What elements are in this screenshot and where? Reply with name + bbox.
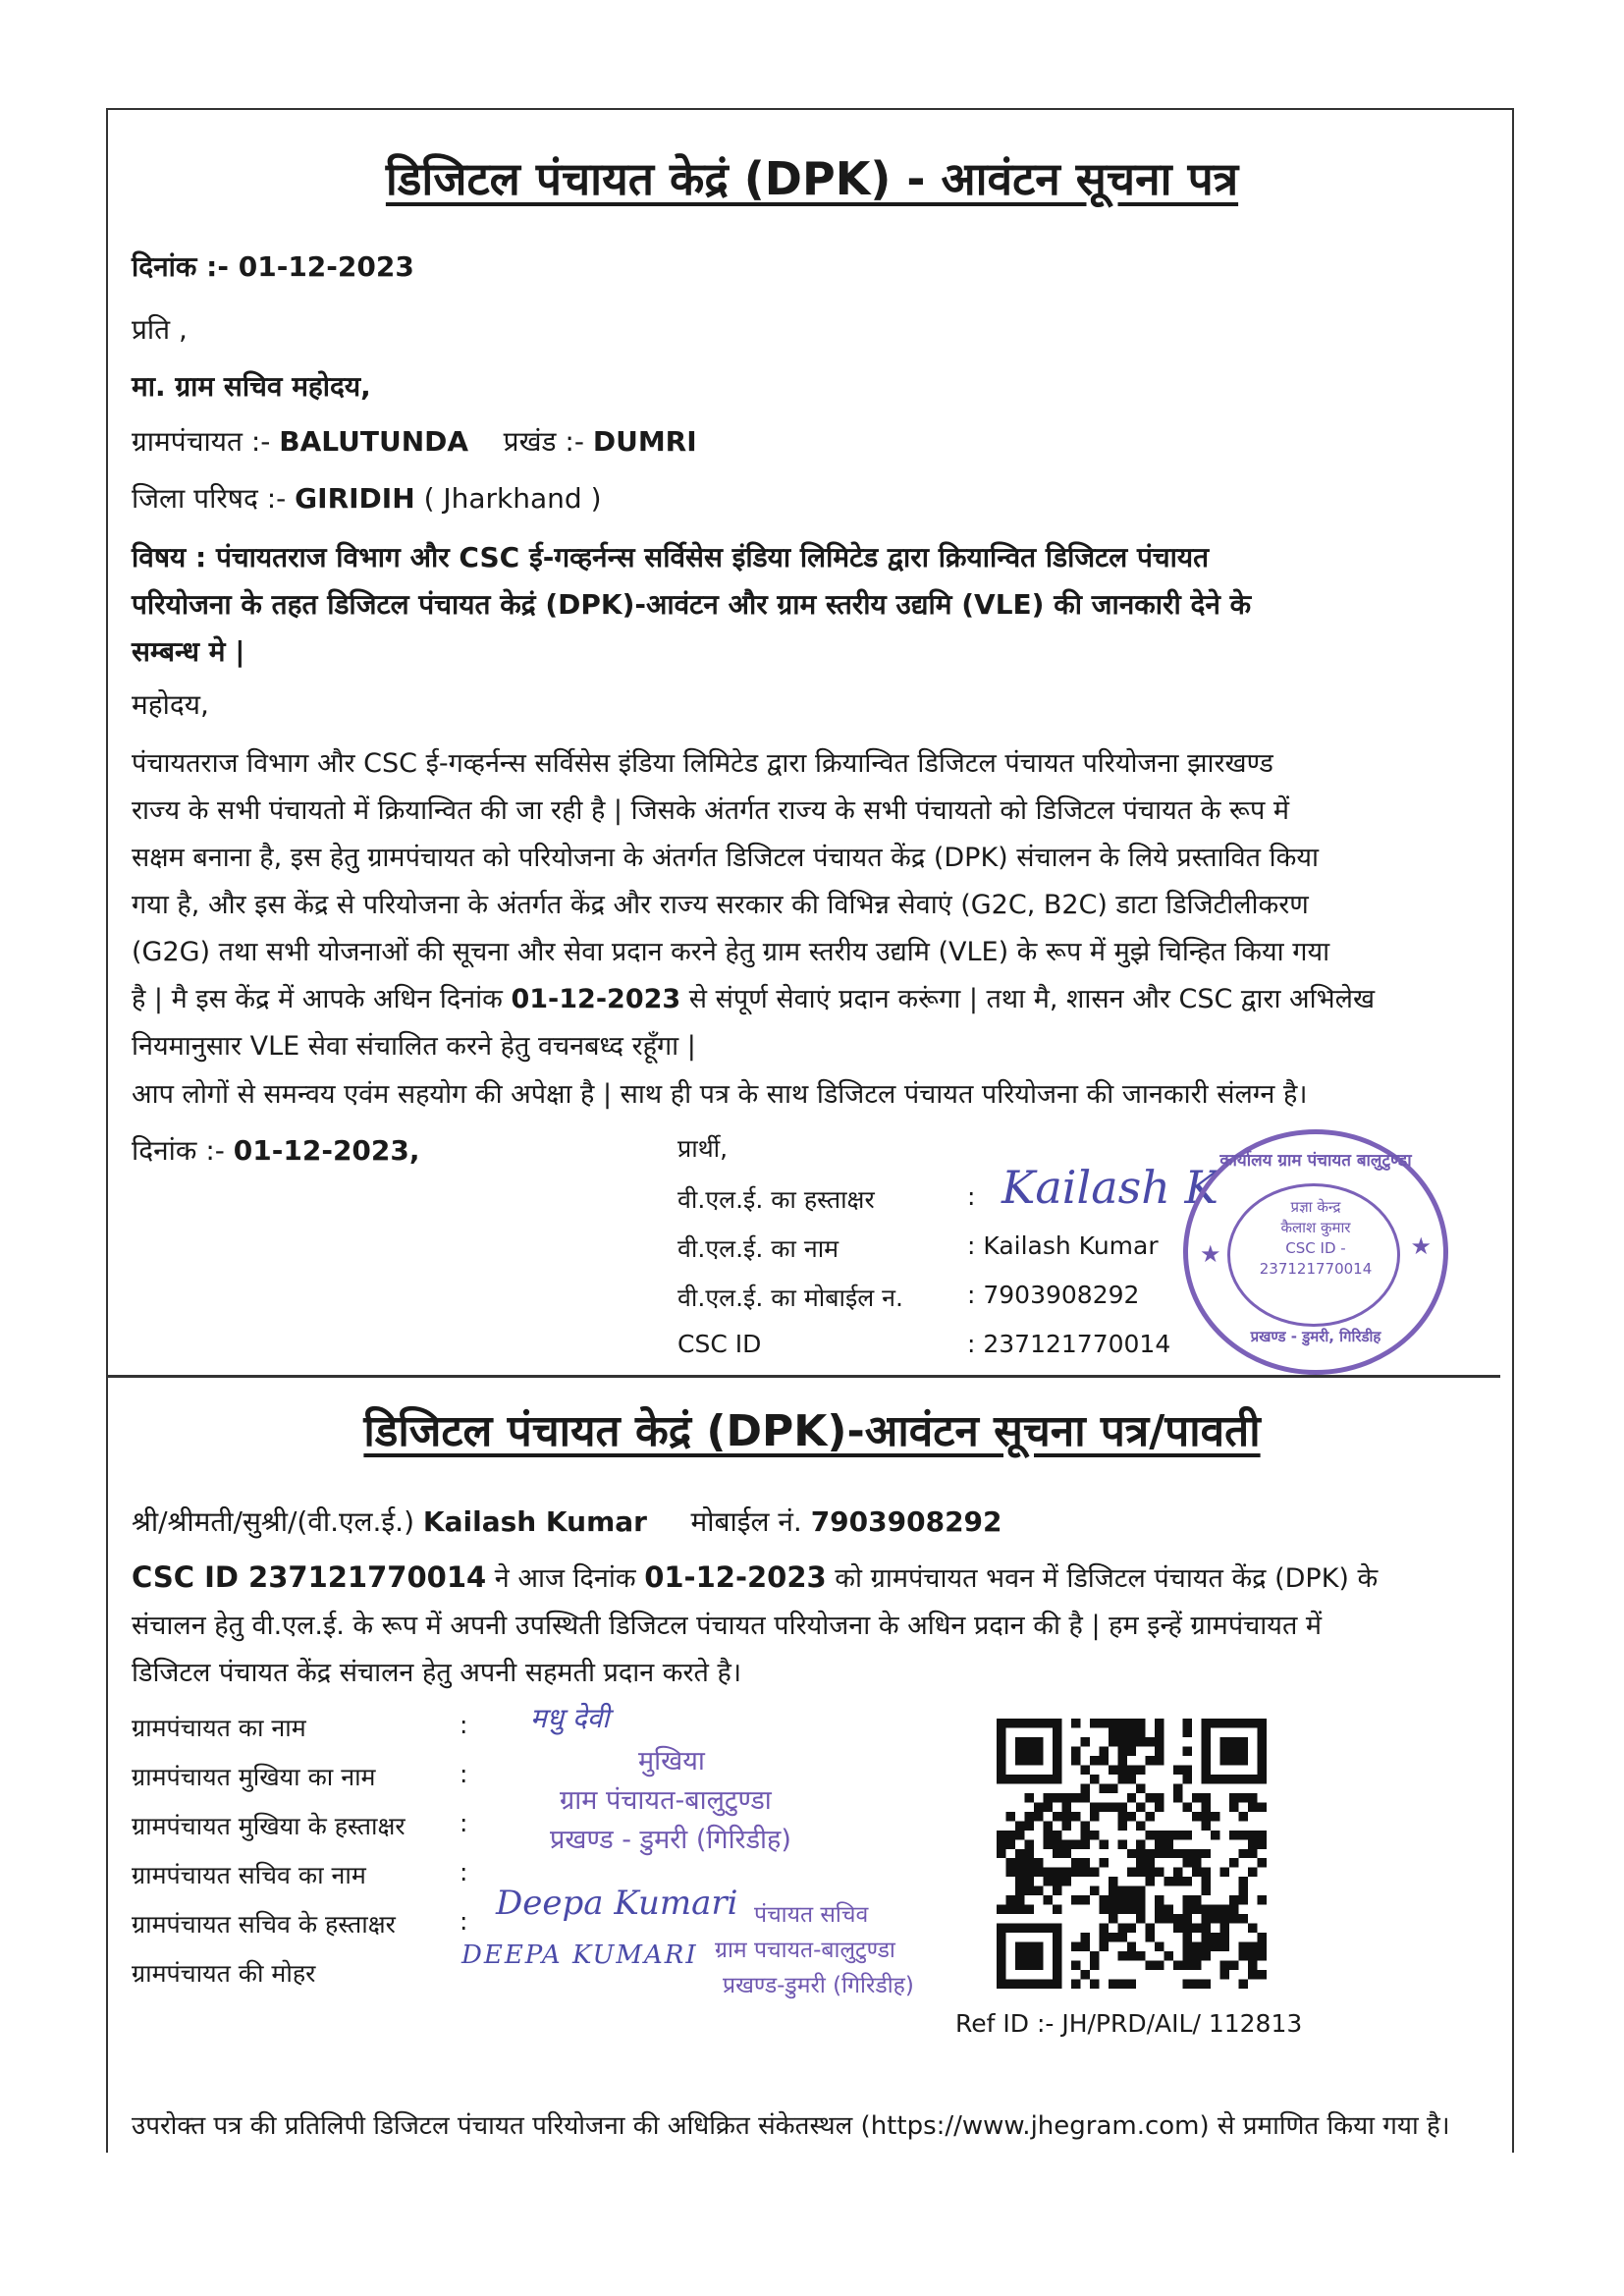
addressee: मा. ग्राम सचिव महोदय, [132,370,371,403]
stamp-text: पंचायत सचिव [754,1902,869,1928]
body-line: (G2G) तथा सभी योजनाओं की सूचना और सेवा प्रदान करने हेतु ग्राम स्तरीय उद्यमि (VLE) के रूप में मुझे चिन्हित किया गया [132,937,1330,967]
body-line: राज्य के सभी पंचायतो में क्रियान्वित की जा रही है | जिसके अंतर्गत राज्य के सभी पंचायतो को डिजिटल पंचायत के रूप में [132,795,1290,826]
stamp-text: प्रज्ञा केन्द्र [1290,1198,1341,1216]
field-colon: : [460,1858,468,1886]
field-gp-seal: ग्रामपंचायत की मोहर [132,1959,316,1988]
sign-date-value: 01-12-2023, [233,1134,420,1167]
body-text: से संपूर्ण सेवाएं प्रदान करूंगा | तथा मै, शासन और CSC द्वारा अभिलेख [688,984,1376,1014]
field-colon: : [460,1760,468,1788]
subject-line: विषय : पंचायतराज विभाग और CSC ई-गव्हर्नन्स सर्विसेस इंडिया लिमिटेड द्वारा क्रियान्वित डिजिटल पंचायत [132,541,1210,574]
vle-mobile-value: : 7903908292 [967,1281,1140,1309]
vle-name-label: वी.एल.ई. का नाम [677,1234,839,1263]
body-line: नियमानुसार VLE सेवा संचालित करने हेतु वचनबध्द रहूँगा | [132,1031,696,1062]
stamp-ring-bottom: प्रखण्ड - डुमरी, गिरिडीह [1250,1328,1381,1345]
block-value: DUMRI [592,425,697,458]
stamp-text: ग्राम पचायत-बालुटुण्डा [715,1938,895,1963]
field-mukhiya-sign: ग्रामपंचायत मुखिया के हस्ताक्षर [132,1812,406,1840]
stamp-text: प्रखण्ड - डुमरी (गिरिडीह) [550,1825,791,1855]
vle-mobile-label: वी.एल.ई. का मोबाईल न. [677,1284,904,1312]
vle-name-value: : Kailash Kumar [967,1231,1159,1260]
letter-title: डिजिटल पंचायत केद्रं (DPK) - आवंटन सूचना पत्र [385,152,1239,205]
receipt-text: ने आज दिनांक [494,1563,636,1594]
star-icon: ★ [1410,1232,1432,1260]
receipt-paragraph [132,1554,1487,1697]
vle-round-stamp [1183,1129,1448,1375]
subject [132,534,1487,676]
gp-value: BALUTUNDA [279,425,469,458]
field-mukhiya-name: ग्रामपंचायत मुखिया का नाम [132,1763,376,1791]
mobile-value: 7903908292 [810,1505,1002,1538]
section-divider [106,1375,1500,1378]
receipt-date: 01-12-2023 [644,1560,827,1594]
ref-id: Ref ID :- JH/PRD/AIL/ 112813 [955,2009,1303,2038]
gp-block-line [132,422,697,460]
stamp-text: ग्राम पंचायत-बालुटुण्डा [560,1785,772,1816]
csc-id-label: CSC ID [677,1330,762,1358]
stamp-text: CSC ID - [1285,1239,1346,1257]
block-label: प्रखंड :- [503,425,584,458]
prati: प्रति , [132,313,188,346]
closing-line: आप लोगों से समन्वय एवंम सहयोग की अपेक्षा है | साथ ही पत्र के साथ डिजिटल पंचायत परियोजना की जानकारी संलग्न है। [132,1079,1308,1110]
body-line: सक्षम बनाना है, इस हेतु ग्रामपंचायत को परियोजना के अंतर्गत डिजिटल पंचायत केंद्र (DPK) संचालन के लिये प्रस्तावित किया [132,843,1319,873]
district-label: जिला परिषद :- [132,482,287,515]
mukhiya-signature: मधु देवी [530,1702,610,1734]
gp-label: ग्रामपंचायत :- [132,425,271,458]
vle-sign-label: वी.एल.ई. का हस्ताक्षर [677,1185,875,1214]
body-paragraph [132,740,1487,1070]
receipt-name-line [132,1503,1002,1540]
qr-code-icon [997,1719,1267,1989]
receipt-csc-id: CSC ID 237121770014 [132,1560,487,1594]
star-icon: ★ [1200,1240,1221,1268]
field-gp-name: ग्रामपंचायत का नाम [132,1714,306,1742]
footer-note: उपरोक्त पत्र की प्रतिलिपी डिजिटल पंचायत परियोजना की अधिक्रित संकेतस्थल (https://www.jhegram.com) से प्रमाणित किया गया है। [132,2111,1450,2141]
stamp-text: मुखिया [638,1746,705,1777]
district-value: GIRIDIH [295,482,415,515]
stamp-text: प्रखण्ड-डुमरी (गिरिडीह) [723,1973,914,1998]
secretary-signature: Deepa Kumari [496,1884,738,1923]
mobile-label: मोबाईल नं. [690,1505,802,1538]
date-value: 01-12-2023 [238,250,414,283]
secretary-stamp [715,1897,914,2003]
field-secretary-sign: ग्रामपंचायत सचिव के हस्ताक्षर [132,1910,396,1939]
subject-line: परियोजना के तहत डिजिटल पंचायत केद्रं (DPK)-आवंटन और ग्राम स्तरीय उद्यमि (VLE) की जानकारी देने के [132,588,1252,621]
district-line [132,479,602,517]
field-secretary-name: ग्रामपंचायत सचिव का नाम [132,1861,366,1889]
vle-signature: Kailash K [1001,1161,1218,1214]
sign-date-line [132,1131,420,1169]
secretary-name-handwritten: DEEPA KUMARI [461,1941,698,1970]
sign-date-label: दिनांक :- [132,1134,225,1167]
date-line [132,247,414,285]
vle-name: Kailash Kumar [422,1505,647,1538]
body-text: है | मै इस केंद्र में आपके अधिन दिनांक [132,984,503,1014]
receipt-line [132,1554,1487,1603]
date-label: दिनांक :- [132,250,229,283]
subject-line: सम्बन्ध मे | [132,635,245,668]
stamp-text: 237121770014 [1259,1260,1373,1278]
salutation: महोदय, [132,688,209,721]
state-value: ( Jharkhand ) [423,482,602,515]
body-line [132,976,1487,1023]
body-line: गया है, और इस केंद्र से परियोजना के अंतर्गत केंद्र और राज्य सरकार की विभिन्न सेवाएं (G2C, B2C) डाटा डिजिटीलीकरण [132,890,1309,920]
field-colon: : [460,1907,468,1936]
stamp-center [1188,1197,1443,1280]
receipt-text: को ग्रामपंचायत भवन में डिजिटल पंचायत केंद्र (DPK) के [835,1563,1379,1594]
name-prefix: श्री/श्रीमती/सुश्री/(वी.एल.ई.) [132,1505,414,1538]
csc-id-value: : 237121770014 [967,1330,1171,1358]
mukhiya-stamp [550,1742,791,1860]
stamp-ring-top: कार्यालय ग्राम पंचायत बालुटुण्डा [1219,1151,1412,1171]
receipt-line: संचालन हेतु वी.एल.ई. के रूप में अपनी उपस्थिती डिजिटल पंचायत परियोजना के अधिन प्रदान की है | हम इन्हें ग्रामपंचायत में [132,1611,1323,1641]
field-colon: : [460,1711,468,1739]
body-date: 01-12-2023 [511,984,681,1014]
field-colon: : [460,1809,468,1837]
receipt-line: डिजिटल पंचायत केंद्र संचालन हेतु अपनी सहमती प्रदान करते है। [132,1658,742,1688]
applicant-label: प्रार्थी, [677,1134,729,1163]
vle-sign-colon: : [967,1182,976,1211]
stamp-text: कैलाश कुमार [1280,1219,1351,1236]
receipt-title: डिजिटल पंचायत केद्रं (DPK)-आवंटन सूचना पत्र/पावती [363,1406,1261,1456]
body-line: पंचायतराज विभाग और CSC ई-गव्हर्नन्स सर्विसेस इंडिया लिमिटेड द्वारा क्रियान्वित डिजिटल पंचायत परियोजना झारखण्ड [132,748,1273,779]
